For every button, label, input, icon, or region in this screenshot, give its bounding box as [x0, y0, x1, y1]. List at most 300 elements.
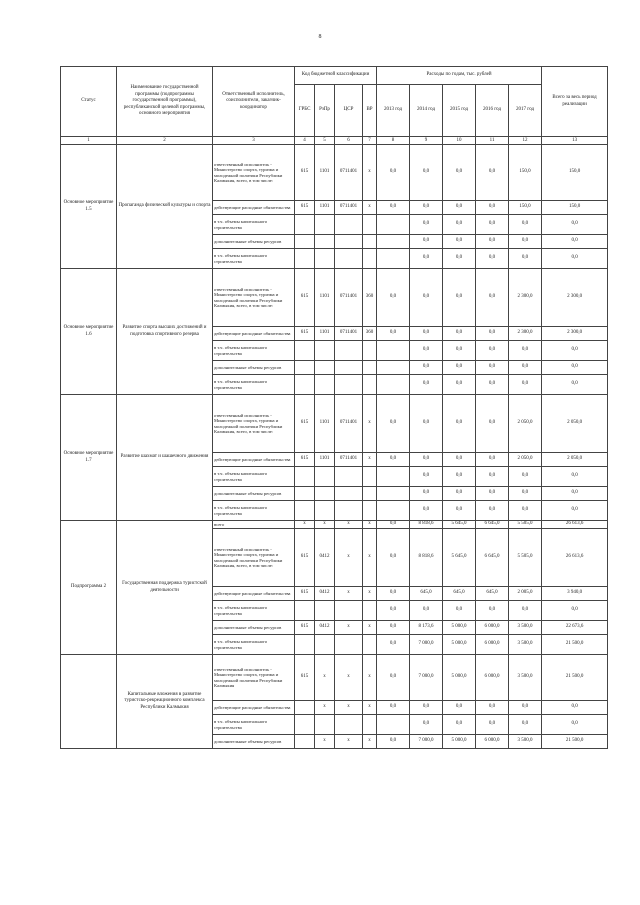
y2016-cell: 0,0	[476, 361, 509, 375]
grbs-cell	[295, 635, 315, 655]
y2017-cell: 3 500,0	[509, 735, 542, 749]
grbs-cell	[295, 715, 315, 735]
csr-cell	[335, 375, 363, 395]
grbs-cell	[295, 235, 315, 249]
csr-cell: 0711401	[335, 327, 363, 341]
vr-cell	[363, 715, 377, 735]
status-cell: Основное мероприятие 1.7	[61, 395, 117, 521]
executor-cell: действующие расходные обязательства	[213, 701, 295, 715]
y2017-cell: 2 300,0	[509, 327, 542, 341]
y2016-cell: 0,0	[476, 249, 509, 269]
rzpr-cell: 1101	[315, 145, 335, 201]
y2014-cell: 7 000,0	[410, 635, 443, 655]
executor-cell: в т.ч. объемы капитального строительства	[213, 341, 295, 361]
csr-cell	[335, 467, 363, 487]
rzpr-cell	[315, 487, 335, 501]
column-number: 1	[61, 137, 117, 145]
y2017-cell: 0,0	[509, 215, 542, 235]
y2017-cell: 0,0	[509, 501, 542, 521]
y2016-cell: 0,0	[476, 487, 509, 501]
y2013-cell	[377, 341, 410, 361]
executor-cell: ответственный исполнитель - Министерство спорта, туризма и молодежной политики Республики Калмыкия	[213, 655, 295, 701]
executor-cell: ответственный исполнитель - Министерство спорта, туризма и молодежной политики Республики Калмыкия, всего, в том числе:	[213, 395, 295, 453]
executor-cell: ответственный исполнитель - Министерство спорта, туризма и молодежной политики Республики Калмыкия, всего, в том числе:	[213, 269, 295, 327]
total-cell: 21 500,0	[542, 655, 608, 701]
y2015-cell: 0,0	[443, 501, 476, 521]
rzpr-cell	[315, 215, 335, 235]
y2013-cell: 0,0	[377, 529, 410, 587]
status-cell: Основное мероприятие 1.6	[61, 269, 117, 395]
executor-cell: дополнительные объемы ресурсов	[213, 235, 295, 249]
total-cell: 0,0	[542, 215, 608, 235]
y2014-cell: 0,0	[410, 601, 443, 621]
y2013-cell: 0,0	[377, 601, 410, 621]
program-name-cell: Пропаганда физической культуры и спорта	[117, 145, 213, 269]
total-cell: 0,0	[542, 487, 608, 501]
y2014-cell: 0,0	[410, 467, 443, 487]
y2016-cell: 0,0	[476, 215, 509, 235]
table-row	[61, 521, 608, 529]
y2017-cell: 2 050,0	[509, 395, 542, 453]
executor-cell: всего	[213, 521, 295, 529]
y2015-cell: 0,0	[443, 701, 476, 715]
y2014-cell: 0,0	[410, 145, 443, 201]
csr-cell	[335, 635, 363, 655]
csr-cell: 0711401	[335, 201, 363, 215]
header-budget-code: Код бюджетной классификации	[295, 67, 377, 85]
y2014-cell: 0,0	[410, 341, 443, 361]
vr-cell	[363, 487, 377, 501]
y2015-cell: 5 000,0	[443, 655, 476, 701]
y2016-cell: 6 000,0	[476, 655, 509, 701]
y2014-cell: 0,0	[410, 235, 443, 249]
y2016-cell: 6 645,0	[476, 529, 509, 587]
y2017-cell: 150,0	[509, 201, 542, 215]
vr-cell: х	[363, 701, 377, 715]
rzpr-cell	[315, 375, 335, 395]
executor-cell: дополнительные объемы ресурсов	[213, 361, 295, 375]
total-cell: 3 940,0	[542, 587, 608, 601]
y2014-cell: 8 818,6	[410, 529, 443, 587]
rzpr-cell	[315, 235, 335, 249]
y2017-cell: 0,0	[509, 487, 542, 501]
y2015-cell: 0,0	[443, 395, 476, 453]
y2013-cell	[377, 249, 410, 269]
total-cell: 0,0	[542, 715, 608, 735]
csr-cell: х	[335, 529, 363, 587]
header-status: Статус	[61, 67, 117, 137]
rzpr-cell	[315, 467, 335, 487]
y2016-cell: 0,0	[476, 145, 509, 201]
grbs-cell: х	[295, 521, 315, 529]
y2013-cell	[377, 215, 410, 235]
csr-cell: 0711401	[335, 145, 363, 201]
y2015-cell: 0,0	[443, 361, 476, 375]
y2014-cell: 0,0	[410, 501, 443, 521]
y2015-cell: 0,0	[443, 453, 476, 467]
y2014-cell: 0,0	[410, 395, 443, 453]
y2016-cell: 0,0	[476, 601, 509, 621]
rzpr-cell: х	[315, 701, 335, 715]
total-cell: 2 050,0	[542, 395, 608, 453]
y2013-cell: 0,0	[377, 587, 410, 601]
total-cell: 2 300,0	[542, 327, 608, 341]
y2017-cell: 3 500,0	[509, 655, 542, 701]
vr-cell: 360	[363, 327, 377, 341]
executor-cell: ответственный исполнитель - Министерство спорта, туризма и молодежной политики Республики Калмыкия, всего, в том числе:	[213, 145, 295, 201]
y2017-cell: 0,0	[509, 235, 542, 249]
grbs-cell: 615	[295, 395, 315, 453]
y2014-cell: 0,0	[410, 249, 443, 269]
y2016-cell: 6 645,0	[476, 521, 509, 529]
grbs-cell	[295, 601, 315, 621]
y2016-cell: 0,0	[476, 201, 509, 215]
y2014-cell: 0,0	[410, 361, 443, 375]
executor-cell: дополнительные объемы ресурсов	[213, 487, 295, 501]
rzpr-cell	[315, 361, 335, 375]
csr-cell: х	[335, 621, 363, 635]
grbs-cell: 615	[295, 453, 315, 467]
y2017-cell: 0,0	[509, 715, 542, 735]
y2013-cell: 0,0	[377, 453, 410, 467]
vr-cell: х	[363, 201, 377, 215]
grbs-cell: 615	[295, 621, 315, 635]
y2014-cell: 8 818,6	[410, 521, 443, 529]
rzpr-cell	[315, 501, 335, 521]
executor-cell: действующие расходные обязательства	[213, 453, 295, 467]
y2013-cell	[377, 235, 410, 249]
csr-cell: х	[335, 521, 363, 529]
rzpr-cell	[315, 635, 335, 655]
grbs-cell: 615	[295, 655, 315, 701]
y2016-cell: 0,0	[476, 375, 509, 395]
y2013-cell: 0,0	[377, 635, 410, 655]
grbs-cell: 615	[295, 145, 315, 201]
y2013-cell: 0,0	[377, 735, 410, 749]
grbs-cell	[295, 501, 315, 521]
rzpr-cell: 1101	[315, 453, 335, 467]
executor-cell: в т.ч. объемы капитального строительства	[213, 501, 295, 521]
vr-cell	[363, 467, 377, 487]
csr-cell	[335, 501, 363, 521]
executor-cell: в т.ч. объемы капитального строительства	[213, 375, 295, 395]
program-name-cell: Развитие спорта высших достижений и подготовка спортивного резерва	[117, 269, 213, 395]
vr-cell	[363, 601, 377, 621]
program-name-cell: Капитальные вложения в развитие туристско-рекреационного комплекса Республики Калмыкия	[117, 655, 213, 749]
rzpr-cell	[315, 249, 335, 269]
y2015-cell: 0,0	[443, 715, 476, 735]
y2016-cell: 0,0	[476, 701, 509, 715]
y2013-cell	[377, 361, 410, 375]
header-2013: 2013 год	[377, 85, 410, 137]
y2016-cell: 0,0	[476, 501, 509, 521]
y2017-cell: 2 050,0	[509, 453, 542, 467]
y2015-cell: 5 000,0	[443, 635, 476, 655]
header-vr: ВР	[363, 85, 377, 137]
csr-cell	[335, 601, 363, 621]
header-name: Наименование государственной программы (подпрограммы государственной программы), республиканской целевой программы, основного мероприятия	[117, 67, 213, 137]
total-cell: 0,0	[542, 341, 608, 361]
y2014-cell: 0,0	[410, 269, 443, 327]
y2016-cell: 0,0	[476, 341, 509, 361]
vr-cell: х	[363, 145, 377, 201]
column-number: 13	[542, 137, 608, 145]
executor-cell: дополнительные объемы ресурсов	[213, 735, 295, 749]
y2013-cell: 0,0	[377, 395, 410, 453]
y2017-cell: 3 500,0	[509, 635, 542, 655]
y2015-cell: 0,0	[443, 235, 476, 249]
grbs-cell	[295, 701, 315, 715]
y2015-cell: 5 000,0	[443, 621, 476, 635]
grbs-cell	[295, 487, 315, 501]
header-expenses: Расходы по годам, тыс. рублей	[377, 67, 542, 85]
executor-cell: действующие расходные обязательства	[213, 201, 295, 215]
status-cell	[61, 655, 117, 749]
y2016-cell: 0,0	[476, 715, 509, 735]
csr-cell	[335, 235, 363, 249]
header-executor: Ответственный исполнитель, соисполнители, заказчик-координатор	[213, 67, 295, 137]
grbs-cell	[295, 375, 315, 395]
csr-cell: х	[335, 655, 363, 701]
y2013-cell: 0,0	[377, 145, 410, 201]
vr-cell: 360	[363, 269, 377, 327]
grbs-cell: 615	[295, 269, 315, 327]
y2016-cell: 0,0	[476, 269, 509, 327]
grbs-cell: 615	[295, 587, 315, 601]
y2015-cell: 0,0	[443, 249, 476, 269]
rzpr-cell	[315, 341, 335, 361]
executor-cell: в т.ч. объемы капитального строительства	[213, 249, 295, 269]
total-cell: 0,0	[542, 501, 608, 521]
vr-cell	[363, 341, 377, 361]
total-cell: 0,0	[542, 467, 608, 487]
table-row	[61, 145, 608, 201]
y2017-cell: 0,0	[509, 375, 542, 395]
y2013-cell	[377, 487, 410, 501]
vr-cell: х	[363, 621, 377, 635]
y2015-cell: 0,0	[443, 201, 476, 215]
y2016-cell: 645,0	[476, 587, 509, 601]
y2017-cell: 5 505,0	[509, 529, 542, 587]
executor-cell: действующие расходные обязательства	[213, 587, 295, 601]
csr-cell	[335, 487, 363, 501]
header-grbs: ГРБС	[295, 85, 315, 137]
y2013-cell	[377, 715, 410, 735]
total-cell: 2 300,0	[542, 269, 608, 327]
y2016-cell: 0,0	[476, 467, 509, 487]
y2013-cell: 0,0	[377, 621, 410, 635]
total-cell: 22 673,6	[542, 621, 608, 635]
vr-cell	[363, 235, 377, 249]
total-cell: 0,0	[542, 701, 608, 715]
csr-cell	[335, 361, 363, 375]
y2014-cell: 0,0	[410, 487, 443, 501]
vr-cell: х	[363, 453, 377, 467]
y2017-cell: 0,0	[509, 341, 542, 361]
y2017-cell: 5 505,0	[509, 521, 542, 529]
rzpr-cell: 0412	[315, 621, 335, 635]
total-cell: 2 050,0	[542, 453, 608, 467]
total-cell: 26 613,6	[542, 521, 608, 529]
grbs-cell	[295, 361, 315, 375]
y2015-cell: 0,0	[443, 487, 476, 501]
y2017-cell: 2 005,0	[509, 587, 542, 601]
vr-cell: х	[363, 655, 377, 701]
rzpr-cell: х	[315, 521, 335, 529]
status-cell: Подпрограмма 2	[61, 521, 117, 655]
y2013-cell	[377, 467, 410, 487]
csr-cell: 0711401	[335, 269, 363, 327]
csr-cell: х	[335, 701, 363, 715]
y2015-cell: 645,0	[443, 587, 476, 601]
total-cell: 0,0	[542, 235, 608, 249]
grbs-cell	[295, 215, 315, 235]
total-cell: 21 500,0	[542, 735, 608, 749]
y2017-cell: 2 300,0	[509, 269, 542, 327]
vr-cell: х	[363, 529, 377, 587]
total-cell: 150,0	[542, 201, 608, 215]
y2017-cell: 150,0	[509, 145, 542, 201]
y2017-cell: 0,0	[509, 249, 542, 269]
y2014-cell: 0,0	[410, 715, 443, 735]
y2016-cell: 0,0	[476, 453, 509, 467]
executor-cell: дополнительные объемы ресурсов	[213, 621, 295, 635]
y2013-cell: 0,0	[377, 327, 410, 341]
rzpr-cell: 1101	[315, 395, 335, 453]
header-2016: 2016 год	[476, 85, 509, 137]
y2015-cell: 0,0	[443, 467, 476, 487]
csr-cell: х	[335, 735, 363, 749]
grbs-cell	[295, 249, 315, 269]
total-cell: 0,0	[542, 361, 608, 375]
y2015-cell: 0,0	[443, 269, 476, 327]
vr-cell: х	[363, 521, 377, 529]
page-number: 8	[318, 34, 322, 40]
y2015-cell: 5 645,0	[443, 529, 476, 587]
csr-cell	[335, 215, 363, 235]
y2017-cell: 3 500,0	[509, 621, 542, 635]
column-number: 6	[335, 137, 363, 145]
y2014-cell: 7 000,0	[410, 735, 443, 749]
table-row	[61, 395, 608, 453]
y2013-cell: 0,0	[377, 269, 410, 327]
y2015-cell: 0,0	[443, 375, 476, 395]
y2015-cell: 0,0	[443, 601, 476, 621]
y2015-cell: 0,0	[443, 145, 476, 201]
y2017-cell: 0,0	[509, 361, 542, 375]
executor-cell: в т.ч. объемы капитального строительства	[213, 635, 295, 655]
executor-cell: в т.ч. объемы капитального строительства	[213, 215, 295, 235]
status-cell: Основное мероприятие 1.5	[61, 145, 117, 269]
header-2017: 2017 год	[509, 85, 542, 137]
rzpr-cell: х	[315, 735, 335, 749]
y2014-cell: 0,0	[410, 701, 443, 715]
y2014-cell: 0,0	[410, 215, 443, 235]
vr-cell	[363, 249, 377, 269]
y2016-cell: 6 000,0	[476, 621, 509, 635]
rzpr-cell: х	[315, 655, 335, 701]
vr-cell: х	[363, 587, 377, 601]
csr-cell: 0711401	[335, 453, 363, 467]
y2016-cell: 0,0	[476, 327, 509, 341]
vr-cell	[363, 501, 377, 521]
rzpr-cell: 0412	[315, 587, 335, 601]
csr-cell	[335, 249, 363, 269]
y2015-cell: 5 645,0	[443, 521, 476, 529]
y2014-cell: 0,0	[410, 453, 443, 467]
table-row	[61, 655, 608, 701]
y2017-cell: 0,0	[509, 701, 542, 715]
y2015-cell: 0,0	[443, 341, 476, 361]
header-total: Всего за весь период реализации	[542, 67, 608, 137]
y2014-cell: 0,0	[410, 327, 443, 341]
total-cell: 21 500,0	[542, 635, 608, 655]
total-cell: 150,0	[542, 145, 608, 201]
column-number: 12	[509, 137, 542, 145]
vr-cell	[363, 635, 377, 655]
csr-cell	[335, 715, 363, 735]
y2014-cell: 0,0	[410, 201, 443, 215]
grbs-cell	[295, 341, 315, 361]
total-cell: 0,0	[542, 601, 608, 621]
y2016-cell: 0,0	[476, 395, 509, 453]
y2013-cell: 0,0	[377, 655, 410, 701]
vr-cell: х	[363, 735, 377, 749]
column-number: 3	[213, 137, 295, 145]
vr-cell	[363, 361, 377, 375]
budget-table	[60, 66, 608, 749]
total-cell: 0,0	[542, 375, 608, 395]
table-row	[61, 269, 608, 327]
table-body	[61, 145, 608, 749]
header-2015: 2015 год	[443, 85, 476, 137]
column-number: 5	[315, 137, 335, 145]
rzpr-cell	[315, 715, 335, 735]
column-number: 10	[443, 137, 476, 145]
grbs-cell: 615	[295, 201, 315, 215]
y2017-cell: 0,0	[509, 601, 542, 621]
executor-cell: в т.ч. объемы капитального строительства	[213, 715, 295, 735]
column-number: 8	[377, 137, 410, 145]
header-2014: 2014 год	[410, 85, 443, 137]
y2015-cell: 0,0	[443, 215, 476, 235]
y2013-cell: 0,0	[377, 201, 410, 215]
column-number: 11	[476, 137, 509, 145]
y2015-cell: 0,0	[443, 327, 476, 341]
rzpr-cell	[315, 601, 335, 621]
rzpr-cell: 1101	[315, 269, 335, 327]
executor-cell: в т.ч. объемы капитального строительства	[213, 467, 295, 487]
column-number: 2	[117, 137, 213, 145]
program-name-cell: Развитие шахмат и шашечного движения	[117, 395, 213, 521]
y2014-cell: 7 000,0	[410, 655, 443, 701]
y2016-cell: 6 000,0	[476, 635, 509, 655]
grbs-cell	[295, 735, 315, 749]
total-cell: 0,0	[542, 249, 608, 269]
column-number-row	[61, 137, 608, 145]
grbs-cell	[295, 467, 315, 487]
y2015-cell: 5 000,0	[443, 735, 476, 749]
y2013-cell	[377, 375, 410, 395]
program-name-cell: Государственная поддержка туристской деятельности	[117, 521, 213, 655]
rzpr-cell: 1101	[315, 327, 335, 341]
total-cell: 26 613,6	[542, 529, 608, 587]
grbs-cell: 615	[295, 529, 315, 587]
y2013-cell: 0,0	[377, 521, 410, 529]
y2014-cell: 645,0	[410, 587, 443, 601]
header-rzpr: РзПр	[315, 85, 335, 137]
executor-cell: в т.ч. объемы капитального строительства	[213, 601, 295, 621]
